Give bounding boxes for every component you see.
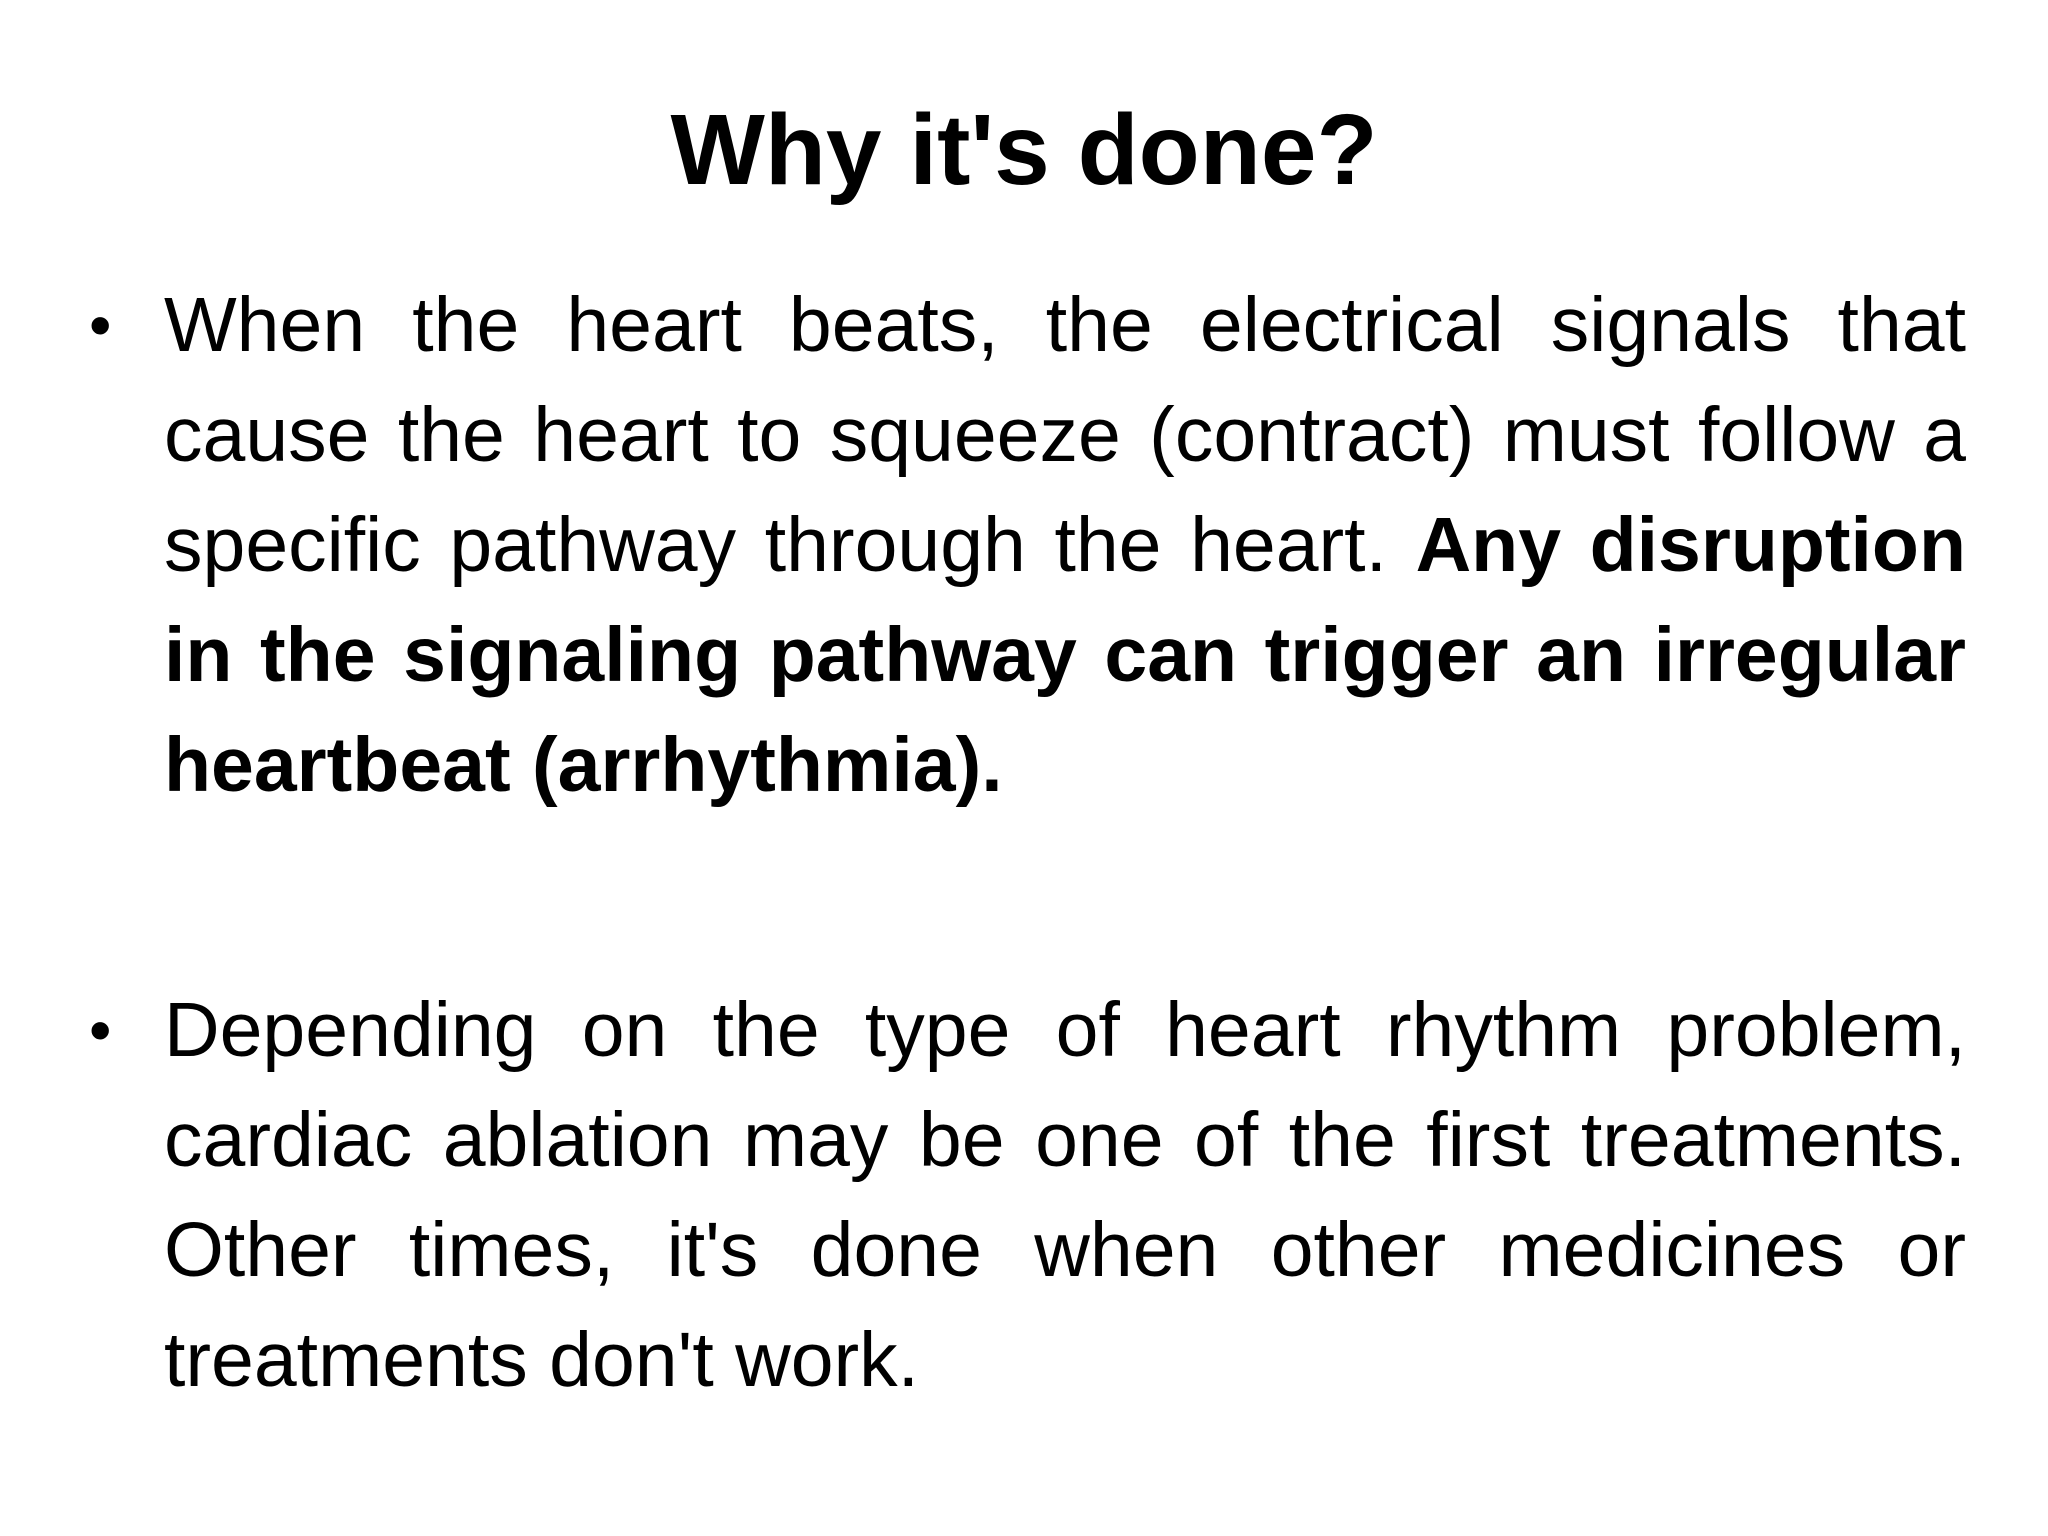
bullet-dot-icon: • — [89, 289, 112, 361]
bullet-1-text: When the heart beats, the electrical signals that cause the heart to squeeze (contract) must follow a specific pathway through the heart. — [164, 282, 1966, 588]
bullet-item-1 — [89, 270, 1966, 820]
slide-title: Why it's done? — [670, 94, 1378, 206]
bullet-2-text: Depending on the type of heart rhythm problem, cardiac ablation may be one of the first treatments. Other times, it's done when other medicines or treatments don't work. — [164, 987, 1966, 1403]
bullet-item-2 — [89, 975, 1966, 1415]
bullet-1-bold-text: Any disruption in the signaling pathway can trigger an irregular heartbeat (arrhythmia). — [164, 502, 1966, 808]
bullet-dot-icon: • — [89, 994, 112, 1066]
